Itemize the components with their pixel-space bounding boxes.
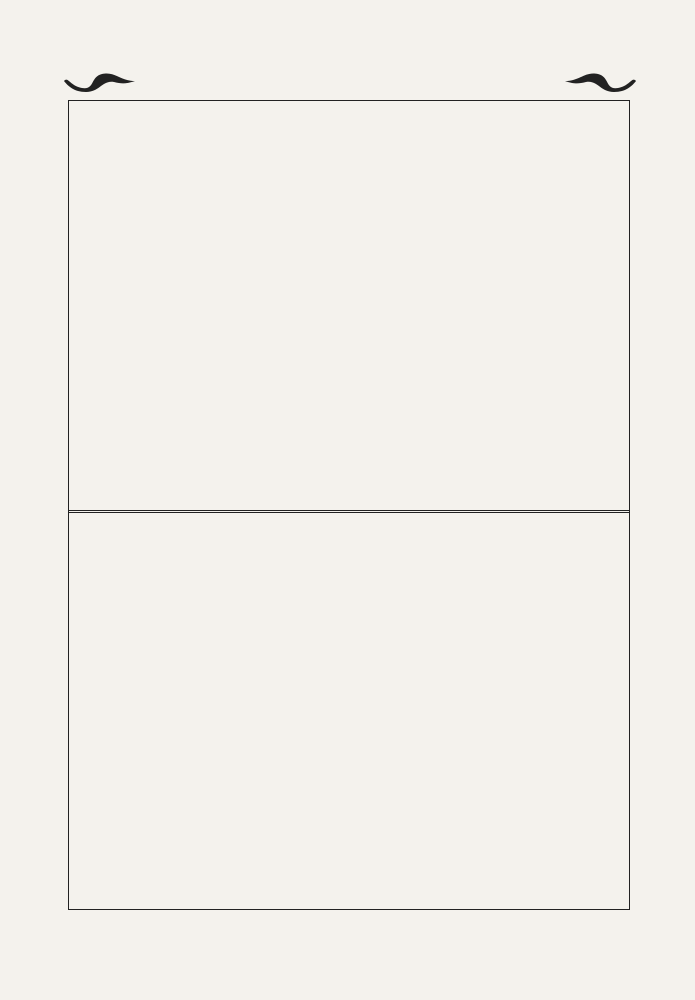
flourish-right-icon [560,66,640,96]
bottom-panel [69,513,629,909]
top-panel [69,101,629,511]
catalog-page [68,100,630,910]
flourish-left-icon [60,66,140,96]
page-header [60,62,640,102]
